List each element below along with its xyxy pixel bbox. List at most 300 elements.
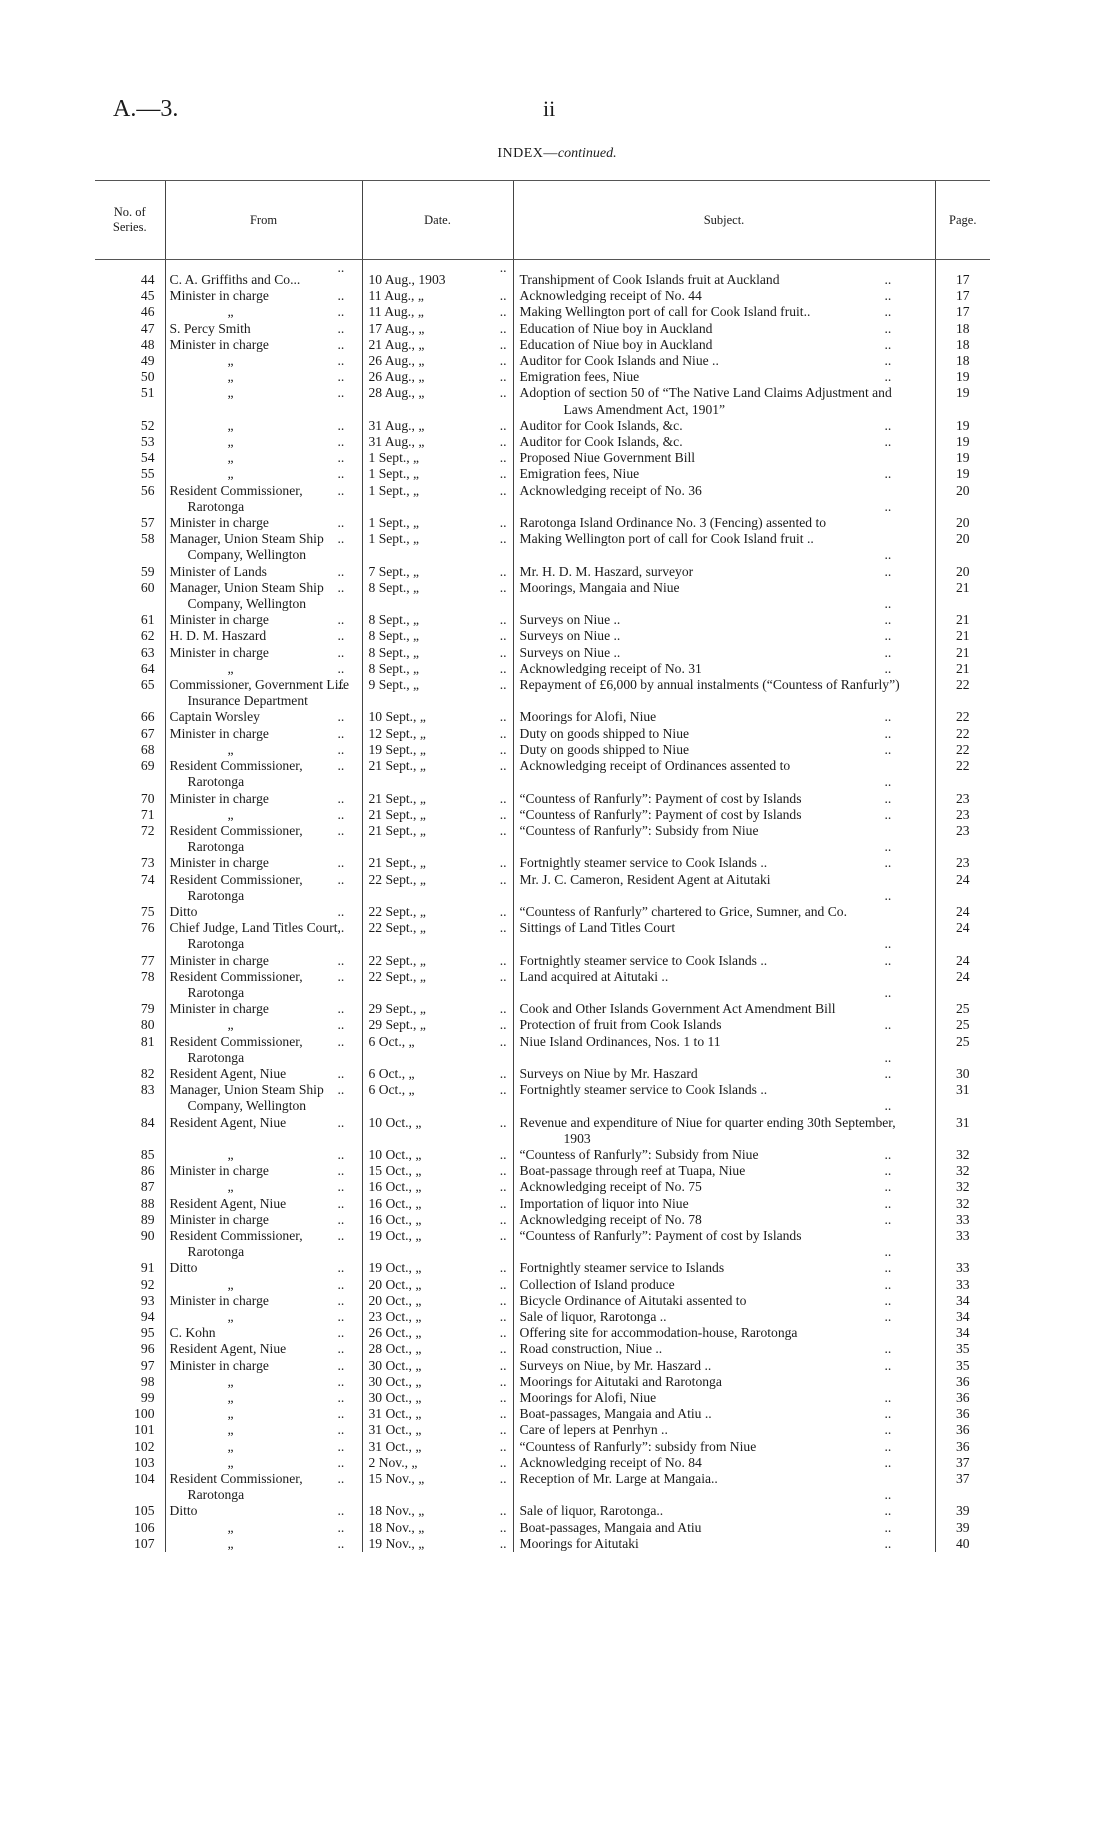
page-cell: 19 (935, 369, 990, 385)
date-cell: 1 Sept., „ .. (362, 483, 513, 515)
from-cell: „ .. (165, 434, 362, 450)
from-cell: „ .. (165, 1179, 362, 1195)
table-row (95, 726, 990, 742)
document-reference: A.—3. (113, 96, 179, 122)
from-cell: Manager, Union Steam Ship Company, Wellington .. (165, 1082, 362, 1114)
page-cell: 21 (935, 645, 990, 661)
series-number: 90 (140, 1227, 155, 1243)
from-cell: „ .. (165, 304, 362, 320)
date-cell: 22 Sept., „ .. (362, 969, 513, 1001)
date-cell: 16 Oct., „ .. (362, 1196, 513, 1212)
date-cell: 19 Sept., „ .. (362, 742, 513, 758)
page-cell: 32 (935, 1163, 990, 1179)
table-row (95, 823, 990, 855)
date-cell: 28 Aug., „ .. (362, 385, 513, 417)
subject-cell: Surveys on Niue .. .. (513, 628, 935, 644)
series-number: 60 (140, 579, 155, 595)
from-cell: „ .. (165, 1422, 362, 1438)
from-cell: Resident Commissioner, Rarotonga .. (165, 969, 362, 1001)
page-numeral: ii (543, 96, 556, 121)
table-row (95, 304, 990, 320)
series-number: 55 (140, 466, 155, 482)
series-number: 64 (140, 660, 155, 676)
subject-cell: Acknowledging receipt of No. 84 .. (513, 1455, 935, 1471)
from-cell: Captain Worsley .. (165, 709, 362, 725)
date-cell: 26 Aug., „ .. (362, 369, 513, 385)
from-cell: S. Percy Smith .. (165, 321, 362, 337)
date-cell: 17 Aug., „ .. (362, 321, 513, 337)
table-row (95, 855, 990, 871)
page-cell: 31 (935, 1115, 990, 1147)
date-cell: 10 Aug., 1903 .. (362, 260, 513, 289)
series-number: 107 (134, 1535, 155, 1551)
subject-cell: Moorings for Alofi, Niue .. (513, 709, 935, 725)
date-cell: 1 Sept., „ .. (362, 531, 513, 563)
series-number: 76 (140, 920, 155, 936)
subject-cell: Emigration fees, Niue .. (513, 466, 935, 482)
date-cell: 11 Aug., „ .. (362, 304, 513, 320)
table-row (95, 434, 990, 450)
series-number: 95 (140, 1325, 155, 1341)
page-cell: 21 (935, 661, 990, 677)
subject-cell: “Countess of Ranfurly”: Subsidy from Niue .. (513, 1147, 935, 1163)
page-cell: 31 (935, 1082, 990, 1114)
page-cell: 17 (935, 288, 990, 304)
page-cell: 23 (935, 791, 990, 807)
column-header-date: Date. (362, 181, 513, 260)
date-cell: 1 Sept., „ .. (362, 466, 513, 482)
from-cell: „ .. (165, 1277, 362, 1293)
series-number: 106 (134, 1519, 155, 1535)
from-cell: Resident Commissioner, Rarotonga .. (165, 872, 362, 904)
series-number: 65 (140, 677, 155, 693)
subject-cell: Education of Niue boy in Auckland .. (513, 337, 935, 353)
column-header-subject: Subject. (513, 181, 935, 260)
subject-cell: Mr. H. D. M. Haszard, surveyor .. (513, 564, 935, 580)
series-number: 80 (140, 1017, 155, 1033)
date-cell: 8 Sept., „ .. (362, 661, 513, 677)
subject-cell: Surveys on Niue, by Mr. Haszard .. .. (513, 1358, 935, 1374)
date-cell: 29 Sept., „ .. (362, 1017, 513, 1033)
subject-cell: Moorings for Aitutaki .. (513, 1536, 935, 1552)
date-cell: 15 Nov., „ .. (362, 1471, 513, 1503)
series-number: 98 (140, 1373, 155, 1389)
index-table (95, 180, 990, 1552)
series-number: 91 (140, 1260, 155, 1276)
series-number: 84 (140, 1114, 155, 1130)
date-cell: 21 Sept., „ .. (362, 791, 513, 807)
series-number: 66 (140, 709, 155, 725)
date-cell: 6 Oct., „ .. (362, 1066, 513, 1082)
page-cell: 19 (935, 466, 990, 482)
date-cell: 10 Sept., „ .. (362, 709, 513, 725)
series-number: 59 (140, 563, 155, 579)
subject-cell: Offering site for accommodation-house, Rarotonga (513, 1325, 935, 1341)
page-cell: 22 (935, 726, 990, 742)
date-cell: 31 Aug., „ .. (362, 434, 513, 450)
table-row (95, 288, 990, 304)
page-cell: 24 (935, 953, 990, 969)
series-number: 102 (134, 1438, 155, 1454)
subject-cell: Boat-passages, Mangaia and Atiu .. .. (513, 1406, 935, 1422)
from-cell: Resident Commissioner, Rarotonga .. (165, 1034, 362, 1066)
from-cell: Resident Commissioner, Rarotonga .. (165, 483, 362, 515)
from-cell: „ .. (165, 1390, 362, 1406)
table-row (95, 1001, 990, 1017)
subject-cell: Acknowledging receipt of Ordinances assented to .. (513, 758, 935, 790)
page-cell: 35 (935, 1358, 990, 1374)
date-cell: 6 Oct., „ .. (362, 1034, 513, 1066)
table-row (95, 920, 990, 952)
from-cell: „ .. (165, 807, 362, 823)
page-cell: 24 (935, 872, 990, 904)
series-number: 46 (140, 304, 155, 320)
from-cell: „ .. (165, 1439, 362, 1455)
table-row (95, 1439, 990, 1455)
table-row (95, 1082, 990, 1114)
page-cell: 37 (935, 1471, 990, 1503)
series-number: 81 (140, 1033, 155, 1049)
subject-cell: Acknowledging receipt of No. 75 .. (513, 1179, 935, 1195)
date-cell: 19 Oct., „ .. (362, 1228, 513, 1260)
table-row (95, 1017, 990, 1033)
series-number: 78 (140, 968, 155, 984)
subject-cell: Reception of Mr. Large at Mangaia.. .. (513, 1471, 935, 1503)
page-cell: 19 (935, 385, 990, 417)
from-cell: Minister in charge .. (165, 855, 362, 871)
table-row (95, 872, 990, 904)
page-cell: 20 (935, 531, 990, 563)
page-cell: 23 (935, 823, 990, 855)
series-number: 85 (140, 1146, 155, 1162)
table-row (95, 337, 990, 353)
from-cell: Manager, Union Steam Ship Company, Wellington .. (165, 580, 362, 612)
from-cell: Resident Agent, Niue .. (165, 1066, 362, 1082)
series-number: 50 (140, 369, 155, 385)
series-number: 75 (140, 903, 155, 919)
date-cell: 8 Sept., „ .. (362, 645, 513, 661)
subject-cell: Protection of fruit from Cook Islands .. (513, 1017, 935, 1033)
page-cell: 24 (935, 920, 990, 952)
page-cell: 30 (935, 1066, 990, 1082)
from-cell: Minister in charge .. (165, 953, 362, 969)
from-cell: Minister in charge .. (165, 288, 362, 304)
series-number: 92 (140, 1276, 155, 1292)
from-cell: „ .. (165, 353, 362, 369)
from-cell: Minister in charge .. (165, 1358, 362, 1374)
table-row (95, 385, 990, 417)
table-row (95, 515, 990, 531)
series-number: 74 (140, 871, 155, 887)
subject-cell: Bicycle Ordinance of Aitutaki assented to .. (513, 1293, 935, 1309)
page-cell: 40 (935, 1536, 990, 1552)
table-row (95, 1325, 990, 1341)
from-cell: „ .. (165, 742, 362, 758)
table-row (95, 1066, 990, 1082)
date-cell: 2 Nov., „ .. (362, 1455, 513, 1471)
table-row (95, 969, 990, 1001)
subject-cell: Land acquired at Aitutaki .. .. (513, 969, 935, 1001)
from-cell: „ .. (165, 1455, 362, 1471)
subject-cell: Emigration fees, Niue .. (513, 369, 935, 385)
page-cell: 37 (935, 1455, 990, 1471)
date-cell: 18 Nov., „ .. (362, 1503, 513, 1519)
from-cell: „ .. (165, 418, 362, 434)
table-row (95, 321, 990, 337)
page-cell: 34 (935, 1325, 990, 1341)
subject-cell: Acknowledging receipt of No. 31 .. (513, 661, 935, 677)
from-cell: Resident Agent, Niue .. (165, 1341, 362, 1357)
table-row (95, 1503, 990, 1519)
from-cell: „ .. (165, 1147, 362, 1163)
series-number: 71 (140, 806, 155, 822)
series-number: 105 (134, 1503, 155, 1519)
table-row (95, 1374, 990, 1390)
table-row (95, 1309, 990, 1325)
table-row (95, 531, 990, 563)
date-cell: 15 Oct., „ .. (362, 1163, 513, 1179)
page-cell: 21 (935, 580, 990, 612)
date-cell: 8 Sept., „ .. (362, 628, 513, 644)
subject-cell: Moorings for Alofi, Niue .. (513, 1390, 935, 1406)
page-cell: 39 (935, 1503, 990, 1519)
page-cell: 19 (935, 418, 990, 434)
date-cell: 16 Oct., „ .. (362, 1179, 513, 1195)
from-cell: „ .. (165, 1520, 362, 1536)
subject-cell: “Countess of Ranfurly”: Payment of cost by Islands .. (513, 807, 935, 823)
table-row (95, 1147, 990, 1163)
table-row (95, 483, 990, 515)
from-cell: Commissioner, Government Life Insurance Department .. (165, 677, 362, 709)
date-cell: 28 Oct., „ .. (362, 1341, 513, 1357)
table-row (95, 418, 990, 434)
series-number: 99 (140, 1390, 155, 1406)
date-cell: 19 Oct., „ .. (362, 1260, 513, 1276)
page-cell: 36 (935, 1406, 990, 1422)
subject-cell: Sale of liquor, Rarotonga .. .. (513, 1309, 935, 1325)
page-cell: 23 (935, 855, 990, 871)
subject-cell: Repayment of £6,000 by annual instalments (“Countess of Ranfurly”) (513, 677, 935, 709)
page-cell: 21 (935, 612, 990, 628)
from-cell: „ .. (165, 450, 362, 466)
page-cell: 36 (935, 1390, 990, 1406)
date-cell: 23 Oct., „ .. (362, 1309, 513, 1325)
date-cell: 21 Sept., „ .. (362, 807, 513, 823)
page-cell: 33 (935, 1228, 990, 1260)
series-number: 49 (140, 353, 155, 369)
page-cell: 32 (935, 1196, 990, 1212)
date-cell: 8 Sept., „ .. (362, 580, 513, 612)
table-row (95, 1196, 990, 1212)
table-row (95, 1277, 990, 1293)
date-cell: 31 Oct., „ .. (362, 1406, 513, 1422)
from-cell: Resident Commissioner, Rarotonga .. (165, 1471, 362, 1503)
table-row (95, 1115, 990, 1147)
page-cell: 20 (935, 483, 990, 515)
table-row (95, 661, 990, 677)
subject-cell: Making Wellington port of call for Cook Island fruit .. .. (513, 531, 935, 563)
page-cell: 33 (935, 1212, 990, 1228)
date-cell: 31 Aug., „ .. (362, 418, 513, 434)
series-number: 52 (140, 417, 155, 433)
series-number: 104 (134, 1471, 155, 1487)
date-cell: 30 Oct., „ .. (362, 1358, 513, 1374)
date-cell: 16 Oct., „ .. (362, 1212, 513, 1228)
series-number: 51 (140, 385, 155, 401)
from-cell: Minister in charge .. (165, 1293, 362, 1309)
from-cell: „ .. (165, 1374, 362, 1390)
series-number: 56 (140, 482, 155, 498)
page-cell: 19 (935, 434, 990, 450)
series-number: 48 (140, 336, 155, 352)
subject-cell: Collection of Island produce .. (513, 1277, 935, 1293)
subject-cell: Surveys on Niue .. .. (513, 645, 935, 661)
subject-cell: Care of lepers at Penrhyn .. .. (513, 1422, 935, 1438)
date-cell: 9 Sept., „ .. (362, 677, 513, 709)
date-cell: 11 Aug., „ .. (362, 288, 513, 304)
date-cell: 30 Oct., „ .. (362, 1374, 513, 1390)
series-number: 47 (140, 320, 155, 336)
from-cell: „ .. (165, 369, 362, 385)
from-cell: „ .. (165, 1536, 362, 1552)
from-cell: „ .. (165, 1309, 362, 1325)
subject-cell: Moorings, Mangaia and Niue .. (513, 580, 935, 612)
subject-cell: “Countess of Ranfurly”: Payment of cost by Islands .. (513, 791, 935, 807)
series-number: 72 (140, 822, 155, 838)
page-cell: 17 (935, 304, 990, 320)
subject-cell: Fortnightly steamer service to Cook Islands .. .. (513, 953, 935, 969)
table-row (95, 1390, 990, 1406)
page-cell: 36 (935, 1422, 990, 1438)
from-cell: Ditto .. (165, 1503, 362, 1519)
from-cell: „ .. (165, 661, 362, 677)
date-cell: 29 Sept., „ .. (362, 1001, 513, 1017)
date-cell: 12 Sept., „ .. (362, 726, 513, 742)
series-number: 57 (140, 515, 155, 531)
subject-cell: Niue Island Ordinances, Nos. 1 to 11 .. (513, 1034, 935, 1066)
page-cell: 34 (935, 1293, 990, 1309)
date-cell: 1 Sept., „ .. (362, 450, 513, 466)
series-number: 69 (140, 758, 155, 774)
from-cell: Resident Agent, Niue .. (165, 1196, 362, 1212)
table-row (95, 1422, 990, 1438)
page-cell: 18 (935, 353, 990, 369)
date-cell: 6 Oct., „ .. (362, 1082, 513, 1114)
table-row (95, 612, 990, 628)
subject-cell: Fortnightly steamer service to Islands .. (513, 1260, 935, 1276)
from-cell: „ .. (165, 1406, 362, 1422)
from-cell: „ .. (165, 466, 362, 482)
table-row (95, 1260, 990, 1276)
table-row (95, 1358, 990, 1374)
column-header-from: From (165, 181, 362, 260)
series-number: 101 (134, 1422, 155, 1438)
page-cell: 22 (935, 709, 990, 725)
date-cell: 1 Sept., „ .. (362, 515, 513, 531)
from-cell: Minister in charge .. (165, 1212, 362, 1228)
series-number: 58 (140, 531, 155, 547)
page-cell: 19 (935, 450, 990, 466)
subject-cell: Proposed Niue Government Bill (513, 450, 935, 466)
subject-cell: Road construction, Niue .. .. (513, 1341, 935, 1357)
table-row (95, 580, 990, 612)
page-cell: 17 (935, 260, 990, 289)
series-number: 54 (140, 450, 155, 466)
subject-cell: Auditor for Cook Islands, &c. .. (513, 434, 935, 450)
subject-cell: Boat-passage through reef at Tuapa, Niue .. (513, 1163, 935, 1179)
subject-cell: Acknowledging receipt of No. 44 .. (513, 288, 935, 304)
series-number: 61 (140, 612, 155, 628)
from-cell: Minister of Lands .. (165, 564, 362, 580)
page-cell: 23 (935, 807, 990, 823)
subject-cell: Mr. J. C. Cameron, Resident Agent at Aitutaki .. (513, 872, 935, 904)
subject-cell: Duty on goods shipped to Niue .. (513, 726, 935, 742)
from-cell: Minister in charge .. (165, 791, 362, 807)
date-cell: 19 Nov., „ .. (362, 1536, 513, 1552)
subject-cell: “Countess of Ranfurly”: subsidy from Niue .. (513, 1439, 935, 1455)
table-row (95, 1406, 990, 1422)
subject-cell: Sale of liquor, Rarotonga.. .. (513, 1503, 935, 1519)
page-cell: 20 (935, 515, 990, 531)
page-cell: 36 (935, 1439, 990, 1455)
subject-cell: Duty on goods shipped to Niue .. (513, 742, 935, 758)
series-number: 70 (140, 790, 155, 806)
from-cell: Minister in charge .. (165, 515, 362, 531)
date-cell: 21 Sept., „ .. (362, 758, 513, 790)
series-number: 87 (140, 1179, 155, 1195)
date-cell: 31 Oct., „ .. (362, 1439, 513, 1455)
subject-cell: Moorings for Aitutaki and Rarotonga (513, 1374, 935, 1390)
table-row (95, 677, 990, 709)
from-cell: Resident Commissioner, Rarotonga .. (165, 823, 362, 855)
subject-cell: Revenue and expenditure of Niue for quarter ending 30th September, 1903 (513, 1115, 935, 1147)
from-cell: „ .. (165, 385, 362, 417)
page-cell: 33 (935, 1260, 990, 1276)
series-number: 82 (140, 1065, 155, 1081)
from-cell: Manager, Union Steam Ship Company, Wellington .. (165, 531, 362, 563)
page-cell: 18 (935, 321, 990, 337)
subject-cell: Acknowledging receipt of No. 36 .. (513, 483, 935, 515)
series-number: 77 (140, 952, 155, 968)
date-cell: 22 Sept., „ .. (362, 872, 513, 904)
series-number: 83 (140, 1082, 155, 1098)
page-cell: 24 (935, 969, 990, 1001)
subject-cell: Fortnightly steamer service to Cook Islands .. .. (513, 855, 935, 871)
table-row (95, 1163, 990, 1179)
date-cell: 26 Oct., „ .. (362, 1325, 513, 1341)
from-cell: Minister in charge .. (165, 1163, 362, 1179)
table-row (95, 564, 990, 580)
date-cell: 20 Oct., „ .. (362, 1293, 513, 1309)
subject-cell: Rarotonga Island Ordinance No. 3 (Fencing) assented to (513, 515, 935, 531)
subject-cell: Transhipment of Cook Islands fruit at Auckland .. (513, 260, 935, 289)
subject-cell: Surveys on Niue by Mr. Haszard .. (513, 1066, 935, 1082)
page-cell: 18 (935, 337, 990, 353)
table-header-row (95, 181, 990, 260)
date-cell: 7 Sept., „ .. (362, 564, 513, 580)
date-cell: 10 Oct., „ .. (362, 1115, 513, 1147)
series-number: 53 (140, 434, 155, 450)
from-cell: Resident Commissioner, Rarotonga .. (165, 1228, 362, 1260)
page-cell: 34 (935, 1309, 990, 1325)
table-row (95, 904, 990, 920)
from-cell: C. Kohn .. (165, 1325, 362, 1341)
date-cell: 21 Sept., „ .. (362, 855, 513, 871)
series-number: 44 (140, 272, 155, 287)
date-cell: 30 Oct., „ .. (362, 1390, 513, 1406)
table-row (95, 758, 990, 790)
date-cell: 22 Sept., „ .. (362, 920, 513, 952)
